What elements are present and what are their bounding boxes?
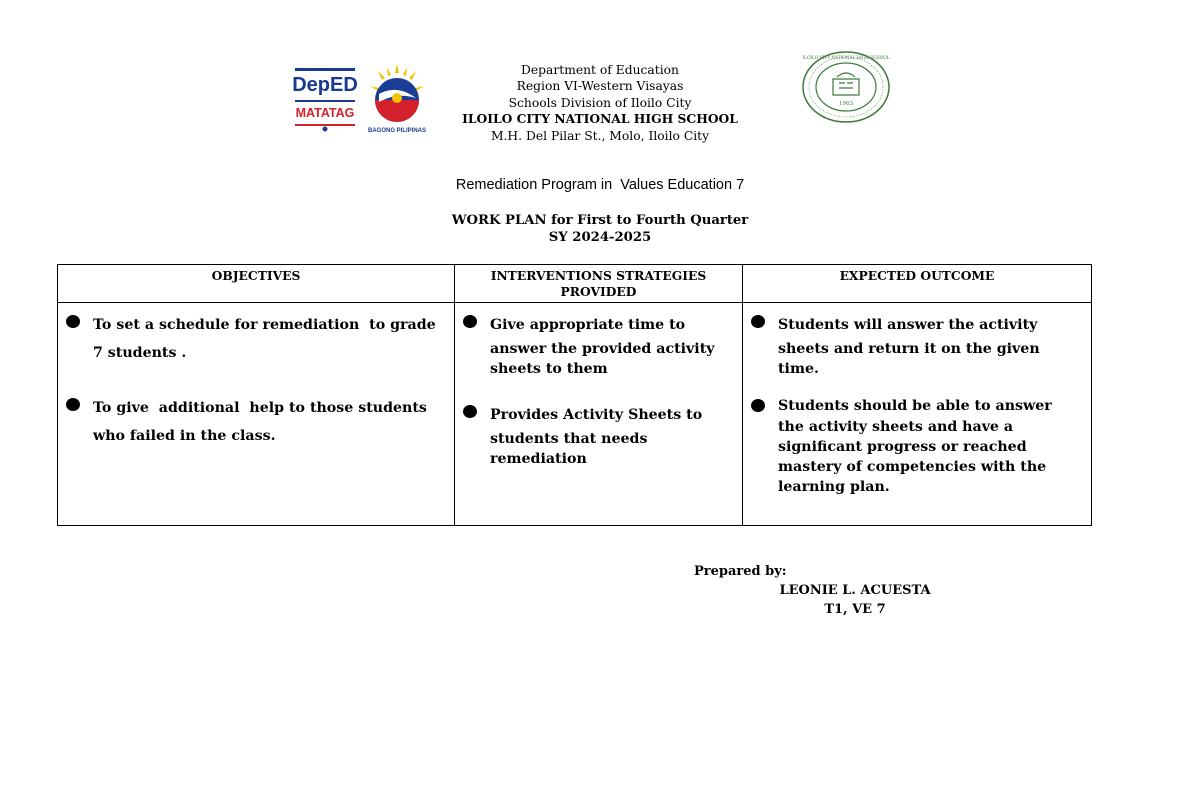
bullet-icon <box>751 399 765 412</box>
bagong-pilipinas-logo <box>366 64 428 136</box>
outcome-text-rest: sheets and return it on the given time. <box>778 341 1040 377</box>
bullet-icon <box>463 315 477 328</box>
deped-matatag-logo <box>292 66 358 132</box>
preparer-name: LEONIE L. ACUESTA <box>779 583 931 598</box>
bullet-icon <box>66 315 80 328</box>
preparer-position: T1, VE 7 <box>824 602 886 617</box>
intervention-text-first: Provides Activity Sheets to <box>490 407 703 423</box>
letterhead <box>440 62 760 144</box>
objective-text: To set a schedule for remediation to grade 7 students . <box>93 317 441 361</box>
letterhead-school-name: ILOILO CITY NATIONAL HIGH SCHOOL <box>462 111 738 127</box>
expected-outcome-cell <box>743 303 1092 526</box>
list-item <box>463 401 734 469</box>
intervention-text-first: Give appropriate time to <box>490 317 686 333</box>
bullet-icon <box>463 405 477 418</box>
header-objectives: OBJECTIVES <box>58 265 455 303</box>
matatag-logo-text: MATATAG <box>295 106 355 120</box>
letterhead-address: M.H. Del Pilar St., Molo, Iloilo City <box>490 128 710 143</box>
table-header-row <box>58 265 1092 303</box>
outcome-text-rest: the activity sheets and have a significant progress or reached mastery of competencies with the learning plan. <box>778 419 1047 495</box>
deped-logo-text: DepED <box>292 74 358 96</box>
header-interventions-label: INTERVENTIONS STRATEGIES PROVIDED <box>490 268 707 299</box>
header-interventions <box>455 265 743 303</box>
letterhead-department: Department of Education <box>521 63 679 77</box>
list-item <box>463 311 734 379</box>
list-item <box>66 394 446 450</box>
letterhead-division: Schools Division of Iloilo City <box>508 95 692 110</box>
bagong-pilipinas-text: BAGONG PILIPINAS <box>367 128 427 134</box>
school-seal-logo <box>801 51 891 123</box>
list-item <box>66 311 446 367</box>
school-seal-year: 1963 <box>839 101 853 107</box>
intervention-text-rest: answer the provided activity sheets to them <box>490 341 715 377</box>
deped-logo-graphic <box>292 66 358 132</box>
outcome-text-first: Students should be able to answer <box>778 398 1052 414</box>
list-item <box>751 395 1083 497</box>
prepared-by-label: Prepared by: <box>694 564 787 579</box>
bullet-icon <box>751 315 765 328</box>
objective-text: To give additional help to those students who failed in the class. <box>93 400 432 444</box>
list-item <box>751 311 1083 379</box>
table-row <box>58 303 1092 526</box>
school-seal-text: ILOILO CITY NATIONAL HIGH SCHOOL <box>802 55 890 60</box>
header-expected-outcome: EXPECTED OUTCOME <box>743 265 1092 303</box>
letterhead-region: Region VI-Western Visayas <box>516 79 684 94</box>
work-plan-table <box>57 264 1092 526</box>
school-year: SY 2024-2025 <box>548 230 652 245</box>
work-plan-title: WORK PLAN for First to Fourth Quarter <box>451 213 749 228</box>
interventions-cell <box>455 303 743 526</box>
intervention-text-rest: students that needs remediation <box>490 431 648 467</box>
objectives-cell <box>58 303 455 526</box>
outcome-text-first: Students will answer the activity <box>778 317 1038 333</box>
work-plan-title-block <box>0 212 1200 246</box>
program-title: Remediation Program in Values Education 7 <box>455 177 745 193</box>
bullet-icon <box>66 398 80 411</box>
